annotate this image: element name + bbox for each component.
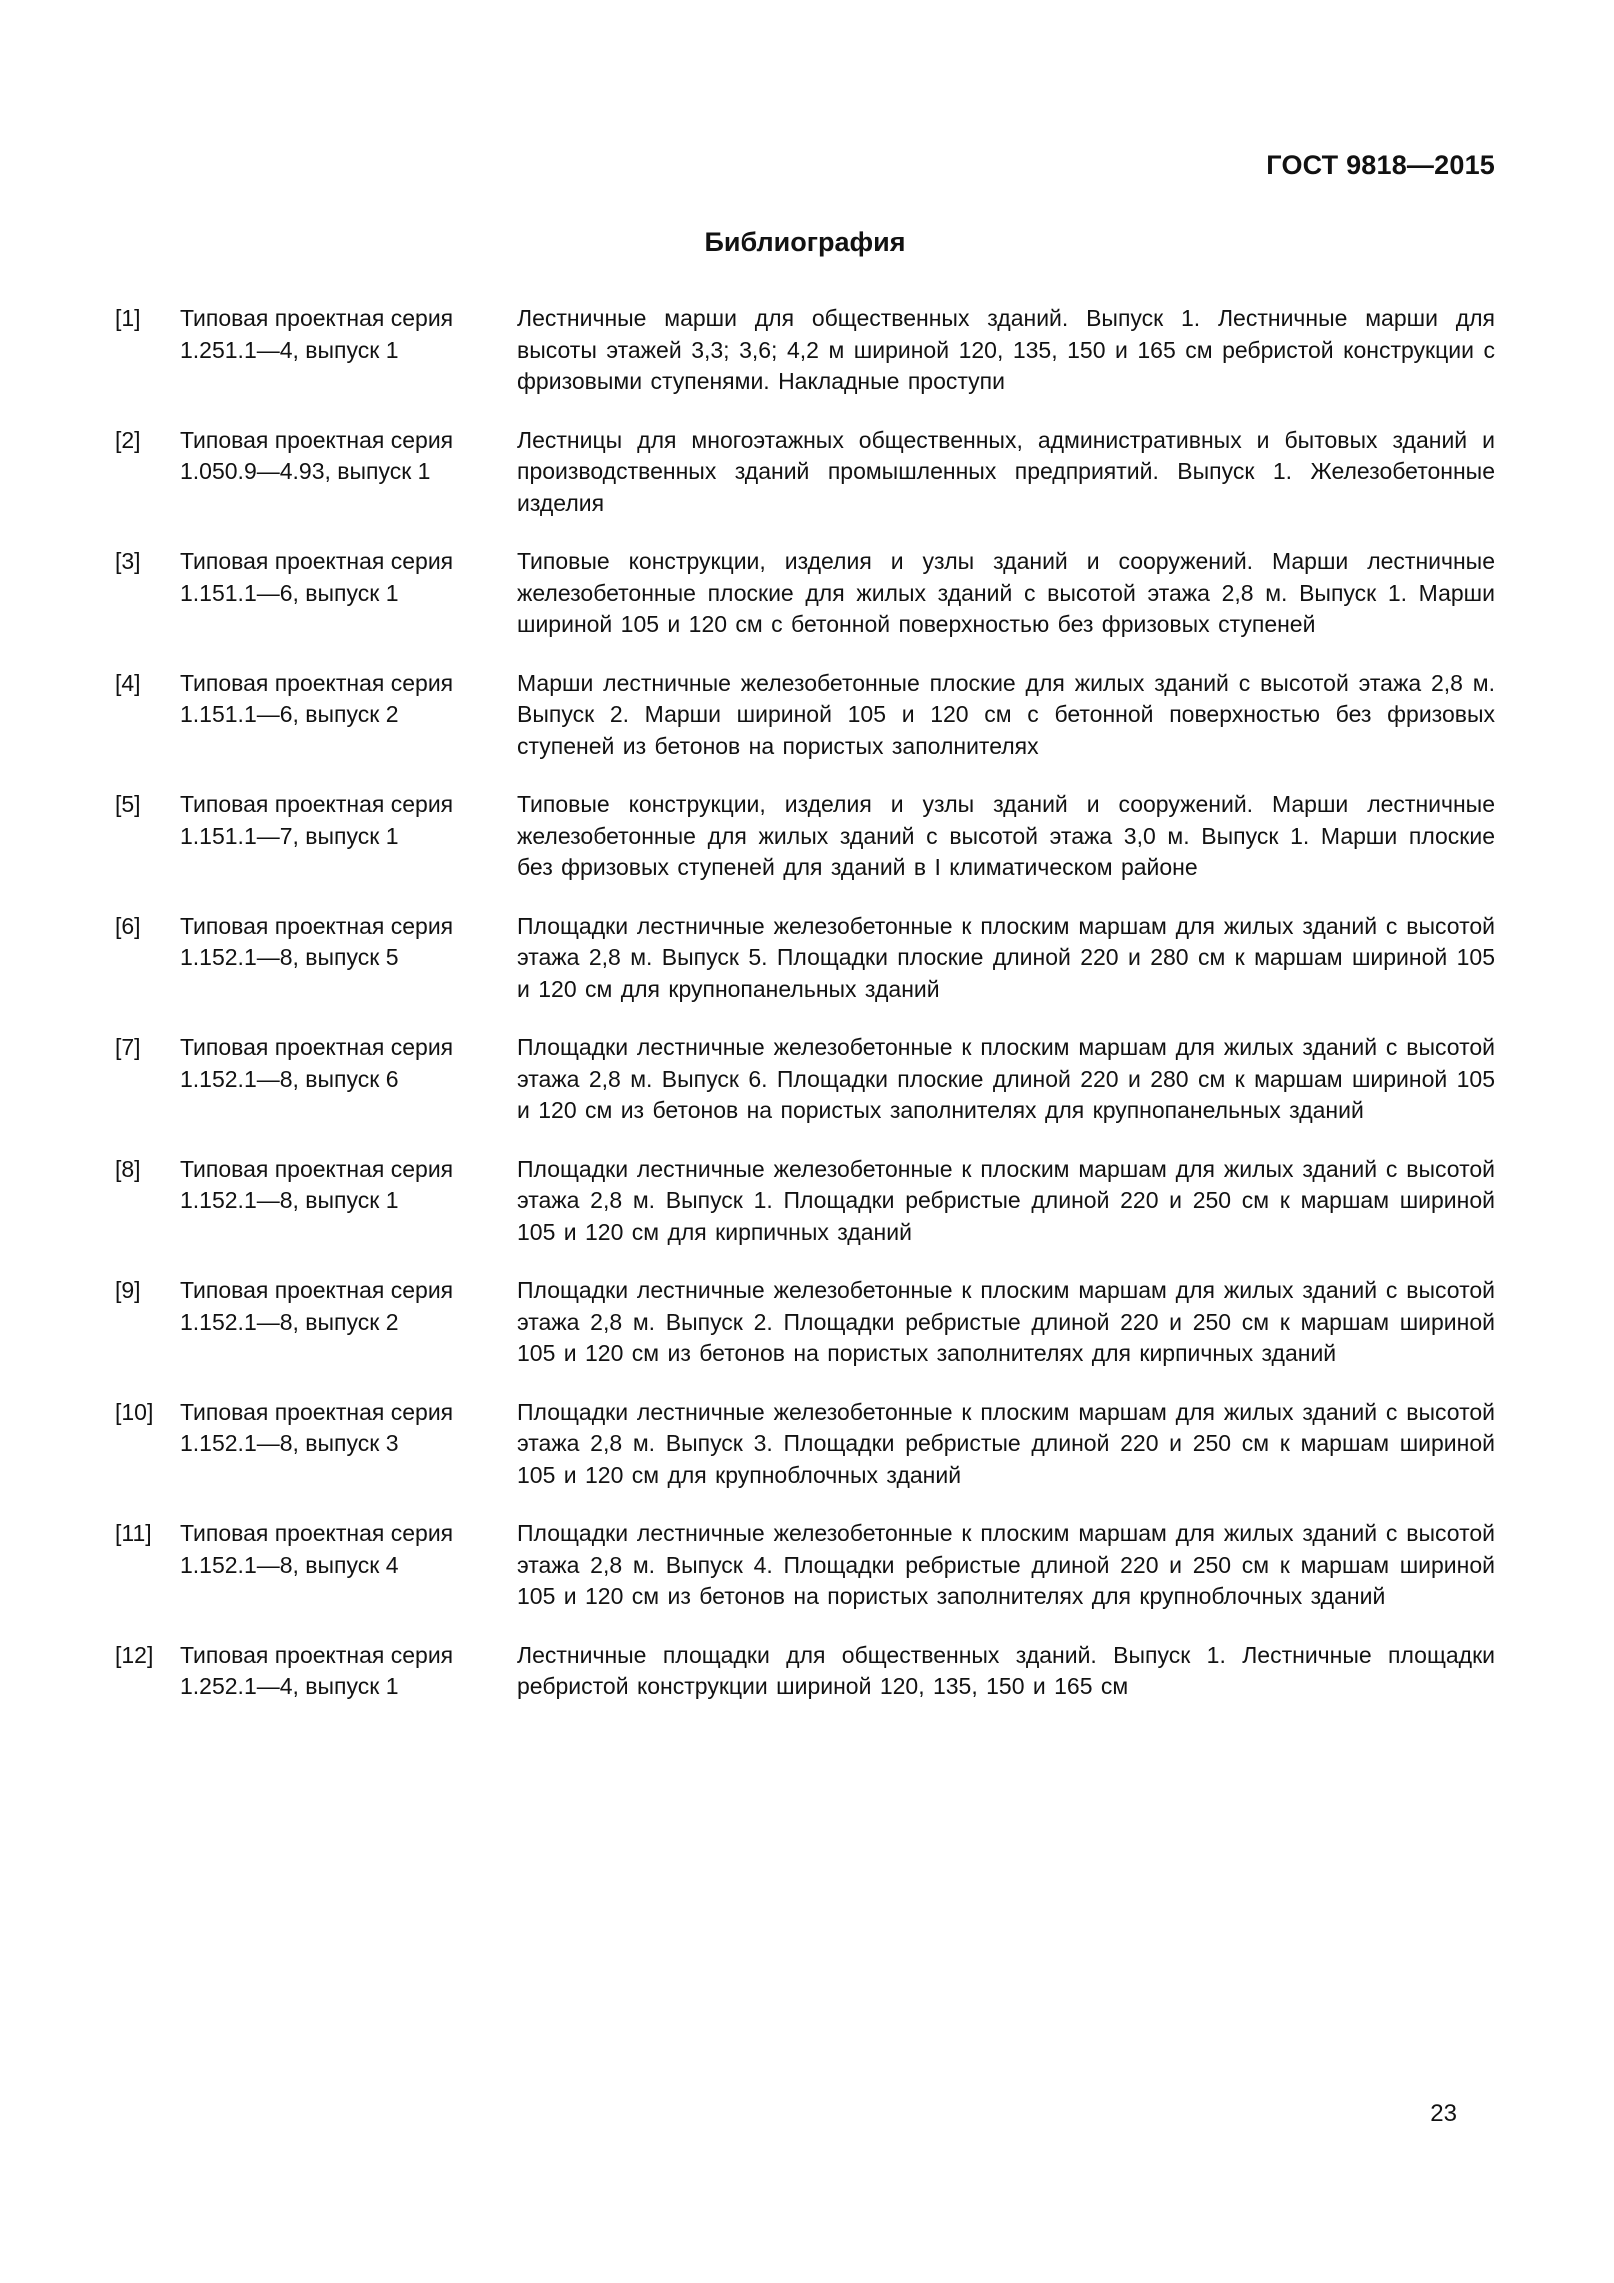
entry-series-code: 1.151.1—7, выпуск 1 — [180, 822, 399, 849]
entry-series — [180, 546, 517, 641]
entry-series-code: 1.152.1—8, выпуск 2 — [180, 1308, 399, 1335]
entry-description: Площадки лестничные железобетонные к плоским маршам для жилых зданий с высотой этажа 2,8 м. Выпуск 1. Площадки ребристые длиной 220 и 250 см к маршам шириной 105 и 120 см для кирпичных зданий — [517, 1155, 1495, 1245]
entry-series — [180, 1518, 517, 1613]
entry-series — [180, 911, 517, 1006]
bibliography-entry — [115, 1154, 1495, 1249]
entry-series — [180, 789, 517, 884]
entry-series-label: Типовая проектная серия — [180, 1641, 454, 1668]
entry-ref-number: [12] — [115, 1641, 154, 1668]
entry-description: Типовые конструкции, изделия и узлы зданий и сооружений. Марши лестничные железобетонные плоские для жилых зданий с высотой этажа 2,8 м. Выпуск 1. Марши шириной 105 и 120 см с бетонной поверхностью без фризовых ступеней — [517, 548, 1495, 637]
entry-series-label: Типовая проектная серия — [180, 548, 454, 574]
entry-series — [180, 1397, 517, 1492]
entry-series-label: Типовая проектная серия — [180, 1520, 454, 1546]
entry-series-label: Типовая проектная серия — [180, 426, 454, 453]
entry-description: Площадки лестничные железобетонные к плоским маршам для жилых зданий с высотой этажа 2,8 м. Выпуск 6. Площадки плоские длиной 220 и 280 см к маршам шириной 105 и 120 см из бетонов на пористых заполнителях для крупнопанельных зданий — [517, 1034, 1495, 1123]
entry-series — [180, 1032, 517, 1127]
entry-series-label: Типовая проектная серия — [180, 912, 454, 939]
entry-series — [180, 1154, 517, 1249]
doc-code: ГОСТ 9818—2015 — [1266, 150, 1495, 180]
bibliography-entry — [115, 789, 1495, 884]
entry-ref-number: [5] — [115, 791, 141, 817]
entry-series-label: Типовая проектная серия — [180, 1034, 454, 1060]
bibliography-entry — [115, 546, 1495, 641]
entry-description: Лестничные площадки для общественных зданий. Выпуск 1. Лестничные площадки ребристой конструкции шириной 120, 135, 150 и 165 см — [517, 1641, 1495, 1699]
entry-description: Площадки лестничные железобетонные к плоским маршам для жилых зданий с высотой этажа 2,8 м. Выпуск 4. Площадки ребристые длиной 220 и 250 см к маршам шириной 105 и 120 см из бетонов на пористых заполнителях для крупноблочных зданий — [517, 1520, 1495, 1609]
entry-series-label: Типовая проектная серия — [180, 305, 454, 331]
entry-description: Марши лестничные железобетонные плоские для жилых зданий с высотой этажа 2,8 м. Выпуск 2. Марши шириной 105 и 120 см с бетонной поверхностью без фризовых ступеней из бетонов на пористых заполнителях — [517, 669, 1495, 759]
page-number: 23 — [1430, 2100, 1457, 2127]
entry-ref-number: [3] — [115, 548, 141, 574]
bibliography-list — [115, 303, 1495, 1703]
bibliography-entry — [115, 1275, 1495, 1370]
entry-series-label: Типовая проектная серия — [180, 1155, 454, 1182]
entry-description: Площадки лестничные железобетонные к плоским маршам для жилых зданий с высотой этажа 2,8 м. Выпуск 3. Площадки ребристые длиной 220 и 250 см к маршам шириной 105 и 120 см для крупноблочных зданий — [517, 1398, 1495, 1488]
entry-series-code: 1.152.1—8, выпуск 5 — [180, 944, 399, 970]
entry-ref-number: [2] — [115, 426, 141, 453]
page-title: Библиография — [704, 227, 906, 257]
entry-ref-number: [4] — [115, 669, 141, 696]
entry-description: Площадки лестничные железобетонные к плоским маршам для жилых зданий с высотой этажа 2,8 м. Выпуск 2. Площадки ребристые длиной 220 и 250 см к маршам шириной 105 и 120 см из бетонов на пористых заполнителях для кирпичных зданий — [517, 1277, 1495, 1366]
entry-series-code: 1.252.1—4, выпуск 1 — [180, 1673, 399, 1699]
entry-description: Типовые конструкции, изделия и узлы зданий и сооружений. Марши лестничные железобетонные для жилых зданий с высотой этажа 3,0 м. Выпуск 1. Марши плоские без фризовых ступеней для зданий в I климатическом районе — [517, 791, 1495, 880]
entry-series — [180, 425, 517, 520]
entry-series-code: 1.050.9—4.93, выпуск 1 — [180, 458, 431, 484]
bibliography-entry — [115, 1032, 1495, 1127]
entry-series-label: Типовая проектная серия — [180, 1398, 454, 1425]
entry-series — [180, 1640, 517, 1703]
entry-series-code: 1.151.1—6, выпуск 2 — [180, 701, 399, 727]
entry-series-code: 1.152.1—8, выпуск 6 — [180, 1065, 399, 1092]
entry-series-code: 1.251.1—4, выпуск 1 — [180, 336, 399, 363]
entry-ref-number: [7] — [115, 1034, 141, 1060]
entry-series — [180, 1275, 517, 1370]
entry-description: Лестничные марши для общественных зданий. Выпуск 1. Лестничные марши для высоты этажей 3,3; 3,6; 4,2 м шириной 120, 135, 150 и 165 см ребристой конструкции с фризовыми ступенями. Накладные проступи — [517, 305, 1495, 394]
bibliography-entry — [115, 425, 1495, 520]
entry-series — [180, 303, 517, 398]
bibliography-entry — [115, 1640, 1495, 1703]
entry-series-code: 1.152.1—8, выпуск 4 — [180, 1551, 399, 1578]
entry-ref-number: [10] — [115, 1398, 154, 1425]
entry-ref-number: [11] — [115, 1520, 152, 1546]
bibliography-entry — [115, 1397, 1495, 1492]
entry-ref-number: [1] — [115, 305, 141, 331]
entry-ref-number: [6] — [115, 912, 141, 939]
entry-ref-number: [8] — [115, 1155, 141, 1182]
entry-ref-number: [9] — [115, 1277, 141, 1303]
entry-description: Лестницы для многоэтажных общественных, административных и бытовых зданий и производственных зданий промышленных предприятий. Выпуск 1. Железобетонные изделия — [517, 426, 1495, 516]
entry-series-code: 1.151.1—6, выпуск 1 — [180, 579, 399, 606]
entry-series-code: 1.152.1—8, выпуск 1 — [180, 1187, 399, 1213]
entry-series-label: Типовая проектная серия — [180, 1277, 454, 1303]
entry-series-code: 1.152.1—8, выпуск 3 — [180, 1430, 399, 1456]
entry-series-label: Типовая проектная серия — [180, 669, 454, 696]
entry-series — [180, 668, 517, 763]
bibliography-entry — [115, 303, 1495, 398]
bibliography-entry — [115, 1518, 1495, 1613]
entry-description: Площадки лестничные железобетонные к плоским маршам для жилых зданий с высотой этажа 2,8 м. Выпуск 5. Площадки плоские длиной 220 и 280 см к маршам шириной 105 и 120 см для крупнопанельных зданий — [517, 912, 1495, 1002]
entry-series-label: Типовая проектная серия — [180, 791, 454, 817]
bibliography-entry — [115, 911, 1495, 1006]
bibliography-entry — [115, 668, 1495, 763]
